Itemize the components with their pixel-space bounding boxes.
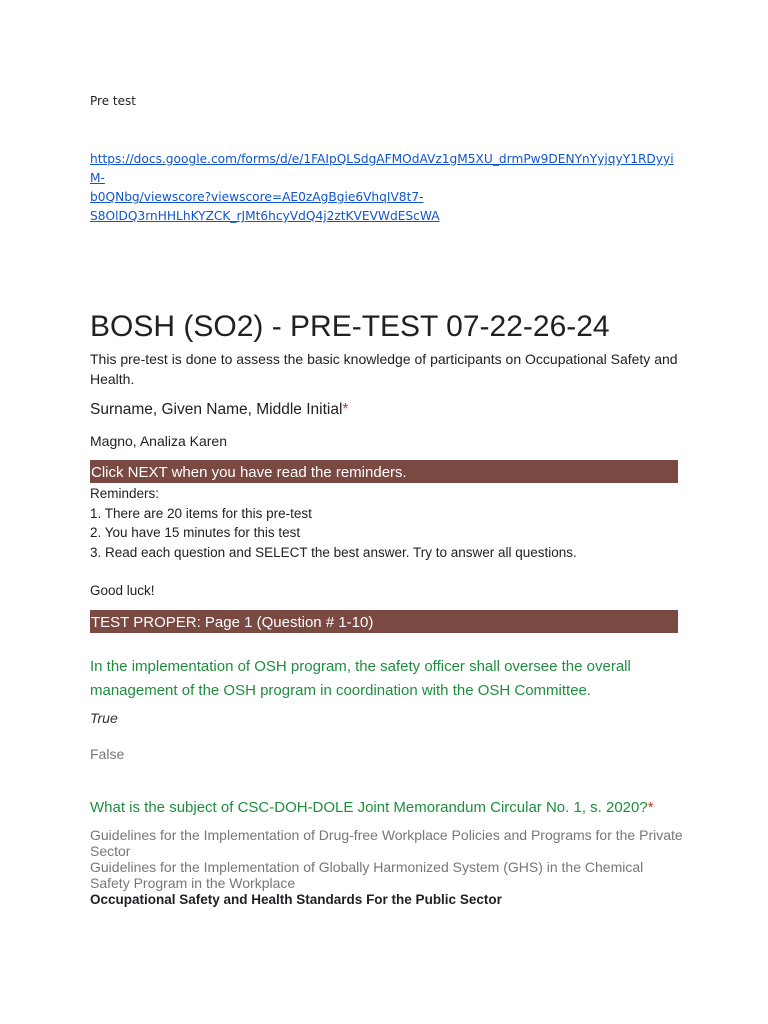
form-title: BOSH (SO2) - PRE-TEST 07-22-26-24 xyxy=(90,310,610,343)
form-link[interactable] xyxy=(90,150,680,226)
required-asterisk: * xyxy=(647,799,654,816)
reminder-item: 1. There are 20 items for this pre-test xyxy=(90,505,312,521)
question-1-text: In the implementation of OSH program, the safety officer shall oversee the overall management of the OSH program in coordination with the OSH Committee. xyxy=(90,658,631,699)
reminders-heading: Reminders: xyxy=(90,486,160,501)
link-line[interactable]: b0QNbg/viewscore?viewscore=AE0zAgBgie6VhqIV8t7- xyxy=(90,190,424,204)
name-field-value: Magno, Analiza Karen xyxy=(90,433,227,449)
link-line[interactable]: https://docs.google.com/forms/d/e/1FAIpQLSdgAFMOdAVz1gM5XU_drmPw9DENYnYyjqyY1RDyyiM- xyxy=(90,152,674,185)
name-field-label-text: Surname, Given Name, Middle Initial xyxy=(90,401,343,418)
link-line[interactable]: S8OlDQ3rnHHLhKYZCK_rJMt6hcyVdQ4j2ztKVEVWdEScWA xyxy=(90,209,440,223)
reminders-list xyxy=(90,484,577,562)
closing-text: Good luck! xyxy=(90,583,155,598)
section-header-reminders: Click NEXT when you have read the reminders. xyxy=(90,460,678,483)
reminder-item: 3. Read each question and SELECT the best answer. Try to answer all questions. xyxy=(90,544,577,560)
question-2-text-content: What is the subject of CSC-DOH-DOLE Joint Memorandum Circular No. 1, s. 2020? xyxy=(90,799,648,816)
document-label: Pre test xyxy=(90,94,136,108)
question-2-option[interactable]: Guidelines for the Implementation of Globally Harmonized System (GHS) in the Chemical Safety Program in the Workplace xyxy=(90,859,644,891)
required-asterisk: * xyxy=(342,401,349,418)
reminder-item: 2. You have 15 minutes for this test xyxy=(90,525,301,540)
question-1-option-true[interactable]: True xyxy=(90,710,118,726)
question-2-text xyxy=(90,796,690,820)
question-2-option[interactable]: Guidelines for the Implementation of Drug-free Workplace Policies and Programs for the Private Sector xyxy=(90,827,683,859)
question-2-options xyxy=(90,827,685,908)
name-field-label xyxy=(90,401,348,419)
section-header-test-proper: TEST PROPER: Page 1 (Question # 1-10) xyxy=(90,610,678,633)
form-description: This pre-test is done to assess the basic knowledge of participants on Occupational Safety and Health. xyxy=(90,351,678,387)
question-1-option-false[interactable]: False xyxy=(90,746,125,762)
question-2-option-selected[interactable]: Occupational Safety and Health Standards For the Public Sector xyxy=(90,892,502,907)
